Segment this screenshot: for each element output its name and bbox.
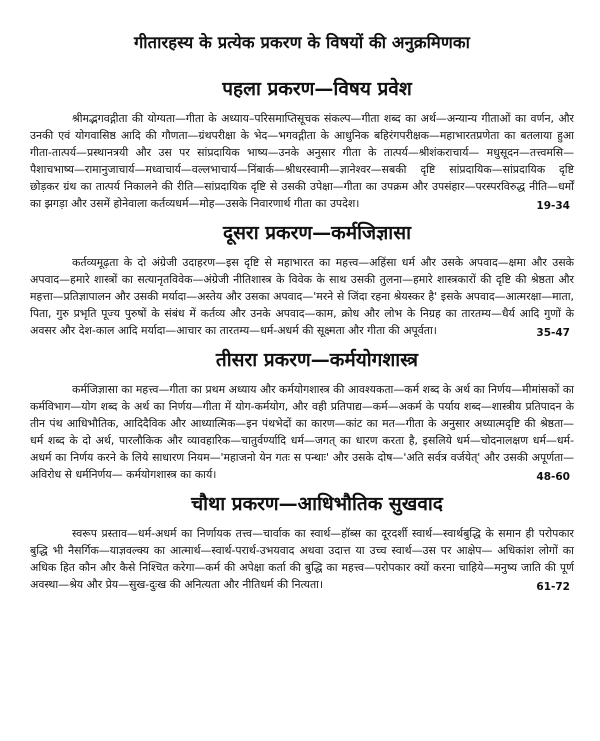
section-2 bbox=[30, 219, 574, 340]
section-heading: पहला प्रकरण—विषय प्रवेश bbox=[222, 78, 412, 100]
page-range: 48-60 bbox=[536, 471, 570, 483]
section-4 bbox=[30, 490, 574, 594]
section-body: श्रीमद्भगवद्गीता की योग्यता—गीता के अध्याय–परिसमाप्तिसूचक संकल्प—गीता शब्द का अर्थ—अन्यान्य गीताओं का वर्णन, और उनकी एवं योगवासिष्ठ आदि की गौणता—ग्रंथपरीक्षा के भेद—भगवद्गीता के आधुनिक बहिरंगपरीक्षक—महाभारतप्रणेता का बतलाया हुआ गीता-तात्पर्य—प्रस्थानत्रयी और उस पर सांप्रदायिक भाष्य—उनके अनुसार गीता के तात्पर्य—श्रीशंकराचार्य— मधुसूदन—तत्त्वमसि—पैशाचभाष्य—रामानुजाचार्य—मध्वाचार्य—वल्लभाचार्य—निंबार्क—श्रीधरस्वामी—ज्ञानेश्वर—सबकी दृष्टि सांप्रदायिक—सांप्रदायिक दृष्टि छोड़कर ग्रंथ का तात्पर्य निकालने की रीति—सांप्रदायिक दृष्टि से उसकी उपेक्षा—गीता का उपक्रम और उपसंहार—परस्परविरुद्ध नीति—धर्मों का झगड़ा और उसमें होनेवाला कर्तव्यधर्म—मोह—उसके निवारणार्थ गीता का उपदेश। bbox=[30, 112, 574, 210]
section-body: स्वरूप प्रस्ताव—धर्म-अधर्म का निर्णायक तत्त्व—चार्वाक का स्वार्थ—हॉब्स का दूरदर्शी स्वार्थ—स्वार्थबुद्धि के समान ही परोपकार बुद्धि भी नैसर्गिक—याज्ञवल्क्य का आत्मार्थ—स्वार्थ-परार्थ-उभयवाद अथवा उदात्त या उच्च स्वार्थ—उस पर आक्षेप— अधिकांश लोगों का अधिक हित कौन और कैसे निश्चित करेगा—कर्म की अपेक्षा कर्ता की बुद्धि का महत्त्व—परोपकार क्यों करना चाहिये—मनुष्य जाति की पूर्ण अवस्था—श्रेय और प्रेय—सुख-दुःख की अनित्यता और नीतिधर्म की नित्यता। bbox=[30, 527, 574, 591]
section-body: कर्तव्यमूढ़ता के दो अंग्रेजी उदाहरण—इस दृष्टि से महाभारत का महत्त्व—अहिंसा धर्म और उसके अपवाद—क्षमा और उसके अपवाद—हमारे शास्त्रों का सत्यानृतविवेक—अंग्रेजी नीतिशास्त्र के विवेक के साथ उसकी तुलना—हमारे शास्त्रकारों की दृष्टि की श्रेष्ठता और महत्ता—प्रतिज्ञापालन और उसकी मर्यादा—अस्तेय और उसका अपवाद—'मरने से जिंदा रहना श्रेयस्कर है' इसके अपवाद—आत्मरक्षा—माता, पिता, गुरु प्रभृति पूज्य पुरुषों के संबंध में कर्तव्य और उनके अपवाद—काम, क्रोध और लोभ के निग्रह का तारतम्य—धैर्य आदि गुणों के अवसर और देश-काल आदि मर्यादा—आचार का तारतम्य—धर्म-अधर्म की सूक्ष्मता और गीता की अपूर्वता। bbox=[30, 256, 574, 337]
section-heading: चौथा प्रकरण—आधिभौतिक सुखवाद bbox=[191, 493, 443, 515]
page-range: 35-47 bbox=[536, 327, 570, 339]
section-body: कर्मजिज्ञासा का महत्त्व—गीता का प्रथम अध्याय और कर्मयोगशास्त्र की आवश्यकता—कर्म शब्द के अर्थ का निर्णय—मीमांसकों का कर्मविभाग—योग शब्द के अर्थ का निर्णय—गीता में योग-कर्मयोग, और वही प्रतिपाद्य—कर्म—अकर्म के पर्याय शब्द—शास्त्रीय प्रतिपादन के तीन पंथ आधिभौतिक, आदिदैविक और आध्यात्मिक—इन पंथभेदों का कारण—कांट का मत—गीता के अनुसार अध्यात्मदृष्टि की श्रेष्ठता—धर्म शब्द के दो अर्थ, पारलौकिक और व्यावहारिक—चातुर्वर्ण्यादि धर्म—जगत् का धारण करता है, इसलिये धर्म—चोदनालक्षण धर्म—धर्म-अधर्म का निर्णय करने के लिये साधारण नियम—'महाजनो येन गतः स पन्थाः' और उसके दोष—'अति सर्वत्र वर्जयेत्' और उसकी अपूर्णता—अविरोध से धर्मनिर्णय— कर्मयोगशास्त्र का कार्य। bbox=[30, 383, 574, 481]
section-3 bbox=[30, 346, 574, 484]
page-range: 61-72 bbox=[536, 581, 570, 593]
section-1 bbox=[30, 75, 574, 213]
page-range: 19-34 bbox=[536, 200, 570, 212]
section-heading: दूसरा प्रकरण—कर्मजिज्ञासा bbox=[223, 222, 411, 244]
document-title: गीतारहस्य के प्रत्येक प्रकरण के विषयों की अनुक्रमिणका bbox=[134, 33, 470, 52]
section-heading: तीसरा प्रकरण—कर्मयोगशास्त्र bbox=[215, 349, 419, 371]
